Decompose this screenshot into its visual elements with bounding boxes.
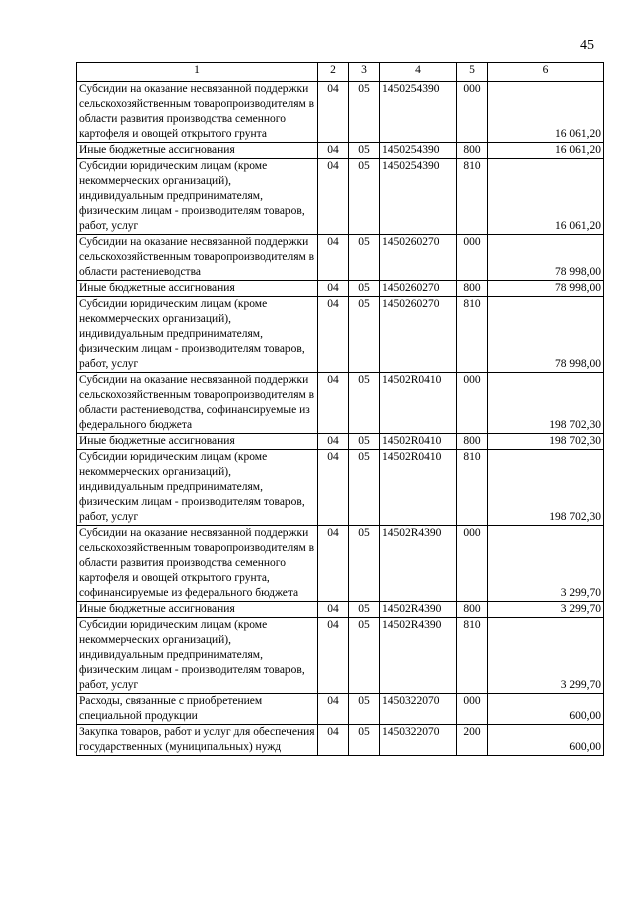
- section-cell: 04: [318, 450, 349, 526]
- expense-type-cell: 000: [457, 82, 488, 143]
- section-cell: 04: [318, 434, 349, 450]
- subsection-cell: 05: [349, 235, 380, 281]
- target-article-cell: 1450254390: [380, 143, 457, 159]
- table-row: [77, 618, 604, 694]
- subsection-cell: 05: [349, 602, 380, 618]
- section-cell: 04: [318, 297, 349, 373]
- amount-cell: 600,00: [488, 694, 604, 725]
- subsection-cell: 05: [349, 434, 380, 450]
- amount-cell: 3 299,70: [488, 618, 604, 694]
- target-article-cell: 1450260270: [380, 281, 457, 297]
- section-cell: 04: [318, 82, 349, 143]
- budget-table: [76, 62, 604, 756]
- description-cell: Субсидии юридическим лицам (кроме некоммерческих организаций), индивидуальным предпринимателям, физическим лицам - производителям товаров, работ, услуг: [77, 618, 318, 694]
- section-cell: 04: [318, 143, 349, 159]
- description-cell: Субсидии юридическим лицам (кроме некоммерческих организаций), индивидуальным предпринимателям, физическим лицам - производителям товаров, работ, услуг: [77, 159, 318, 235]
- subsection-cell: 05: [349, 618, 380, 694]
- expense-type-cell: 800: [457, 281, 488, 297]
- description-cell: Закупка товаров, работ и услуг для обеспечения государственных (муниципальных) нужд: [77, 725, 318, 756]
- table-row: [77, 373, 604, 434]
- description-cell: Субсидии на оказание несвязанной поддержки сельскохозяйственным товаропроизводителям в области развития производства семенного картофеля и овощей открытого грунта: [77, 82, 318, 143]
- description-cell: Иные бюджетные ассигнования: [77, 281, 318, 297]
- table-row: [77, 725, 604, 756]
- table-row: [77, 82, 604, 143]
- table-row: [77, 434, 604, 450]
- amount-cell: 78 998,00: [488, 235, 604, 281]
- expense-type-cell: 000: [457, 235, 488, 281]
- expense-type-cell: 810: [457, 618, 488, 694]
- subsection-cell: 05: [349, 526, 380, 602]
- target-article-cell: 14502R0410: [380, 373, 457, 434]
- expense-type-cell: 810: [457, 297, 488, 373]
- section-cell: 04: [318, 373, 349, 434]
- table-row: [77, 297, 604, 373]
- subsection-cell: 05: [349, 694, 380, 725]
- expense-type-cell: 810: [457, 159, 488, 235]
- section-cell: 04: [318, 618, 349, 694]
- description-cell: Расходы, связанные с приобретением специальной продукции: [77, 694, 318, 725]
- amount-cell: 198 702,30: [488, 373, 604, 434]
- amount-cell: 16 061,20: [488, 143, 604, 159]
- expense-type-cell: 810: [457, 450, 488, 526]
- expense-type-cell: 000: [457, 694, 488, 725]
- section-cell: 04: [318, 281, 349, 297]
- target-article-cell: 14502R0410: [380, 450, 457, 526]
- expense-type-cell: 000: [457, 373, 488, 434]
- subsection-cell: 05: [349, 297, 380, 373]
- section-cell: 04: [318, 235, 349, 281]
- description-cell: Иные бюджетные ассигнования: [77, 143, 318, 159]
- section-cell: 04: [318, 602, 349, 618]
- section-cell: 04: [318, 159, 349, 235]
- amount-cell: 198 702,30: [488, 434, 604, 450]
- subsection-cell: 05: [349, 82, 380, 143]
- section-cell: 04: [318, 526, 349, 602]
- target-article-cell: 1450254390: [380, 159, 457, 235]
- amount-cell: 78 998,00: [488, 297, 604, 373]
- table-row: [77, 602, 604, 618]
- amount-cell: 16 061,20: [488, 159, 604, 235]
- amount-cell: 600,00: [488, 725, 604, 756]
- section-cell: 04: [318, 694, 349, 725]
- amount-cell: 3 299,70: [488, 602, 604, 618]
- header-cell: 5: [457, 63, 488, 82]
- target-article-cell: 14502R0410: [380, 434, 457, 450]
- description-cell: Иные бюджетные ассигнования: [77, 602, 318, 618]
- table-row: [77, 159, 604, 235]
- target-article-cell: 1450322070: [380, 694, 457, 725]
- header-cell: 1: [77, 63, 318, 82]
- target-article-cell: 14502R4390: [380, 526, 457, 602]
- header-row: [77, 63, 604, 82]
- description-cell: Иные бюджетные ассигнования: [77, 434, 318, 450]
- target-article-cell: 1450254390: [380, 82, 457, 143]
- expense-type-cell: 800: [457, 602, 488, 618]
- amount-cell: 3 299,70: [488, 526, 604, 602]
- table-row: [77, 694, 604, 725]
- amount-cell: 198 702,30: [488, 450, 604, 526]
- page-number: 45: [580, 38, 594, 53]
- description-cell: Субсидии юридическим лицам (кроме некоммерческих организаций), индивидуальным предпринимателям, физическим лицам - производителям товаров, работ, услуг: [77, 297, 318, 373]
- amount-cell: 16 061,20: [488, 82, 604, 143]
- table-row: [77, 450, 604, 526]
- expense-type-cell: 800: [457, 434, 488, 450]
- header-cell: 4: [380, 63, 457, 82]
- description-cell: Субсидии на оказание несвязанной поддержки сельскохозяйственным товаропроизводителям в области растениеводства: [77, 235, 318, 281]
- header-cell: 3: [349, 63, 380, 82]
- expense-type-cell: 200: [457, 725, 488, 756]
- expense-type-cell: 000: [457, 526, 488, 602]
- subsection-cell: 05: [349, 281, 380, 297]
- target-article-cell: 1450322070: [380, 725, 457, 756]
- header-cell: 6: [488, 63, 604, 82]
- table-row: [77, 281, 604, 297]
- target-article-cell: 1450260270: [380, 235, 457, 281]
- table-row: [77, 235, 604, 281]
- subsection-cell: 05: [349, 143, 380, 159]
- description-cell: Субсидии на оказание несвязанной поддержки сельскохозяйственным товаропроизводителям в области растениеводства, софинансируемые из федерального бюджета: [77, 373, 318, 434]
- description-cell: Субсидии юридическим лицам (кроме некоммерческих организаций), индивидуальным предпринимателям, физическим лицам - производителям товаров, работ, услуг: [77, 450, 318, 526]
- amount-cell: 78 998,00: [488, 281, 604, 297]
- target-article-cell: 1450260270: [380, 297, 457, 373]
- description-cell: Субсидии на оказание несвязанной поддержки сельскохозяйственным товаропроизводителям в области развития производства семенного картофеля и овощей открытого грунта, софинансируемые из федерального бюджета: [77, 526, 318, 602]
- table-row: [77, 143, 604, 159]
- target-article-cell: 14502R4390: [380, 602, 457, 618]
- target-article-cell: 14502R4390: [380, 618, 457, 694]
- section-cell: 04: [318, 725, 349, 756]
- subsection-cell: 05: [349, 450, 380, 526]
- subsection-cell: 05: [349, 725, 380, 756]
- header-cell: 2: [318, 63, 349, 82]
- expense-type-cell: 800: [457, 143, 488, 159]
- subsection-cell: 05: [349, 373, 380, 434]
- table-row: [77, 526, 604, 602]
- subsection-cell: 05: [349, 159, 380, 235]
